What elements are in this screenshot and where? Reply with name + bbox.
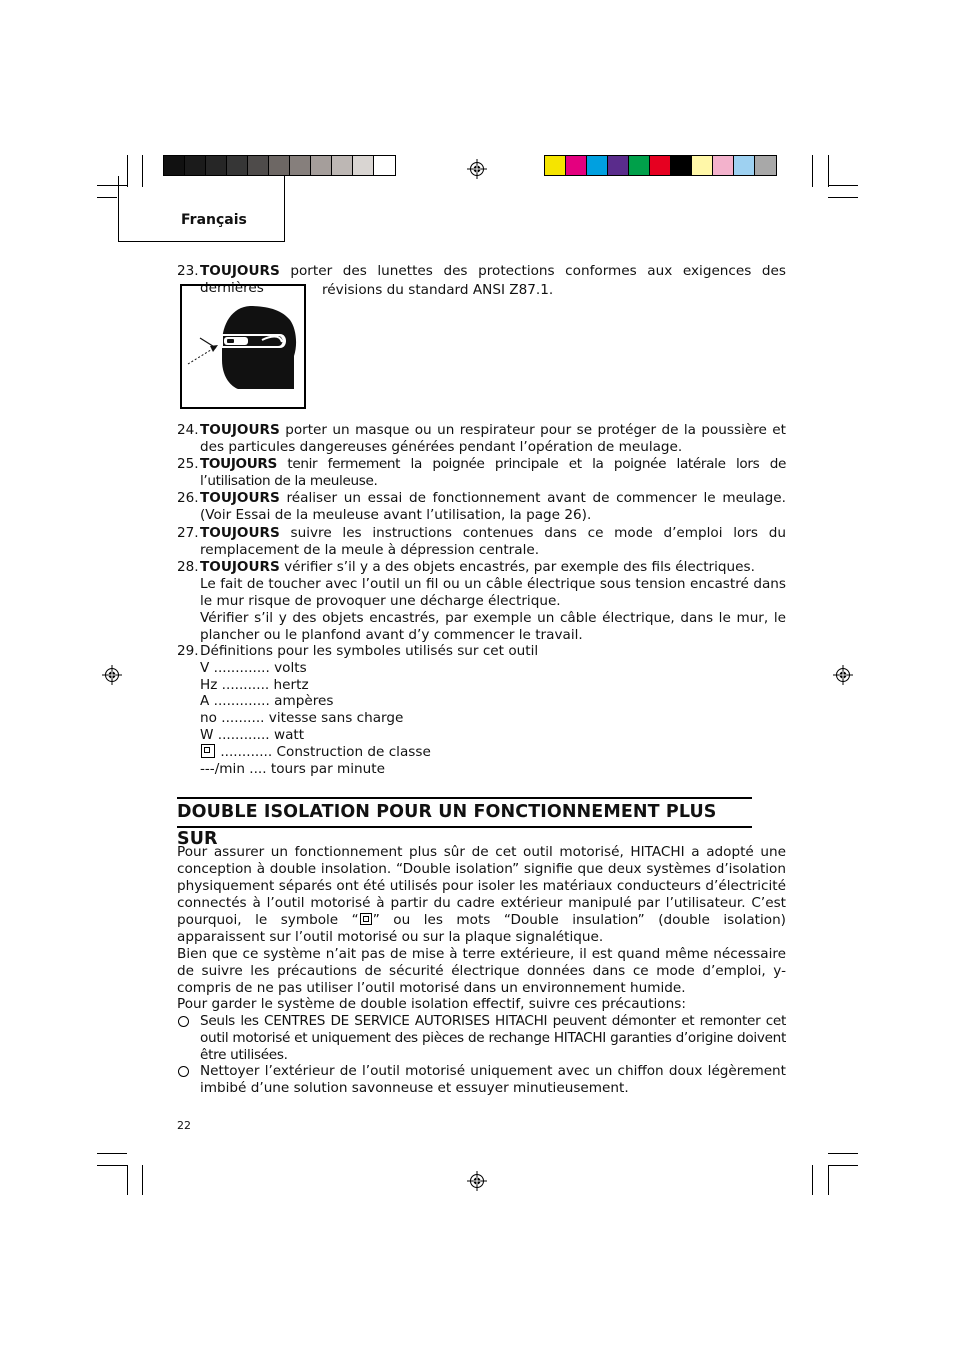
- color-swatch: [227, 156, 248, 175]
- item-28-detail-1: Le fait de toucher avec l’outil un fil ou un câble électrique sous tension encastré dans le mur risque de provoquer une décharge électrique.: [200, 576, 786, 609]
- list-item-28: [177, 559, 786, 644]
- symbol-code: no: [200, 710, 217, 726]
- leader-dots: .............: [209, 660, 270, 676]
- color-swatch: [545, 156, 566, 175]
- section-paragraph-3: Pour garder le système de double isolation effectif, suivre ces précautions:: [177, 996, 686, 1012]
- symbol-meaning: volts: [269, 660, 307, 676]
- leader-dots: ............: [213, 727, 270, 743]
- section-title: DOUBLE ISOLATION POUR UN FONCTIONNEMENT PLUS SUR: [177, 797, 752, 828]
- crop-mark: [97, 1153, 127, 1154]
- item-number: 23.: [177, 263, 199, 279]
- item-lead: TOUJOURS: [200, 490, 280, 506]
- crop-mark: [97, 197, 117, 198]
- color-swatch: [755, 156, 776, 175]
- safety-glasses-illustration: [180, 284, 306, 409]
- color-swatch: [185, 156, 206, 175]
- registration-mark-icon: [102, 665, 122, 685]
- item-lead: TOUJOURS: [200, 263, 280, 279]
- symbol-row-amperes: [200, 693, 333, 710]
- symbol-meaning: ampères: [269, 693, 334, 709]
- item-lead: TOUJOURS: [200, 525, 280, 541]
- color-swatch: [734, 156, 755, 175]
- bullet-item: [177, 1013, 786, 1064]
- color-swatch: [566, 156, 587, 175]
- symbol-meaning: hertz: [269, 677, 309, 693]
- crop-mark: [828, 1165, 829, 1195]
- item-text: tenir fermement la poignée principale et la poignée latérale lors de l’utilisation de la meuleuse.: [200, 456, 786, 489]
- symbol-meaning: vitesse sans charge: [264, 710, 404, 726]
- crop-mark: [828, 185, 858, 186]
- registration-mark-icon: [467, 159, 487, 179]
- symbol-code: ---/min: [200, 761, 245, 777]
- page-number: 22: [177, 1119, 191, 1132]
- symbol-row-hertz: [200, 677, 309, 694]
- symbol-row-watt: [200, 727, 304, 744]
- crop-mark: [828, 1153, 858, 1154]
- paragraph-text: Pour assurer un fonctionnement plus sûr de cet outil motorisé, HITACHI a adopté une conception à double insolation. “Double isolation” signifie que deux systèmes d’isolation physiquement séparés ont été utilisés pour isoler les matériaux conducteurs d’électricité connectés à l’outil motorisé à partir du cadre extérieur manipulé par l’utilisateur. C’est pourquoi, le symbole “: [177, 844, 786, 928]
- crop-mark: [812, 1165, 813, 1195]
- section-paragraph-2: Bien que ce système n’ait pas de mise à terre extérieure, il est quand même nécessaire de suivre les précautions de sécurité électrique données dans ce mode d’emploi, y-compris de ne pas utiliser l’outil motorisé dans un environnement humide.: [177, 946, 786, 996]
- double-insulation-icon: [360, 913, 372, 925]
- color-swatch: [332, 156, 353, 175]
- registration-mark-icon: [467, 1171, 487, 1191]
- color-bar: [544, 155, 777, 176]
- item-text: Définitions pour les symboles utilisés sur cet outil: [200, 643, 539, 659]
- item-text: porter un masque ou un respirateur pour se protéger de la poussière et des particules dangereuses générées pendant l’opération de meulage.: [200, 422, 786, 455]
- item-number: 27.: [177, 525, 199, 541]
- crop-mark: [142, 1165, 143, 1195]
- symbol-meaning: Construction de classe: [272, 744, 431, 760]
- section-paragraph-1: [177, 844, 786, 946]
- bullet-item: [177, 1063, 786, 1097]
- color-swatch: [311, 156, 332, 175]
- leader-dots: ............: [216, 744, 273, 760]
- symbol-row-volts: [200, 660, 307, 677]
- crop-mark: [828, 155, 829, 187]
- color-swatch: [692, 156, 713, 175]
- item-number: 26.: [177, 490, 199, 506]
- item-lead: TOUJOURS: [200, 559, 280, 575]
- leader-dots: ...........: [217, 677, 270, 693]
- item-number: 25.: [177, 456, 199, 472]
- symbol-code: Hz: [200, 677, 218, 693]
- paragraph-text: ” ou les mots “Double insulation” (double isolation) apparaissent sur l’outil motorisé ou sur la plaque signalétique.: [177, 912, 786, 945]
- leader-dots: ..........: [216, 710, 265, 726]
- color-swatch: [248, 156, 269, 175]
- list-item-26: [177, 490, 786, 524]
- symbol-row-class-construction: [200, 744, 431, 761]
- list-item-25: [177, 456, 786, 490]
- item-text: vérifier s’il y a des objets encastrés, par exemple des fils électriques.: [279, 559, 755, 575]
- crop-mark: [812, 155, 813, 187]
- leader-dots: .............: [209, 693, 270, 709]
- symbol-code: W: [200, 727, 214, 743]
- color-swatch: [353, 156, 374, 175]
- color-swatch: [587, 156, 608, 175]
- gray-color-bar: [163, 155, 396, 176]
- symbol-code: V: [200, 660, 210, 676]
- item-lead: TOUJOURS: [200, 456, 277, 472]
- leader-dots: ....: [244, 761, 267, 777]
- list-item-29: [177, 643, 786, 660]
- crop-mark: [828, 1165, 858, 1166]
- item-text: réaliser un essai de fonctionnement avant de commencer le meulage. (Voir Essai de la meuleuse avant l’utilisation, la page 26).: [200, 490, 786, 523]
- crop-mark: [97, 1165, 127, 1166]
- list-item-24: [177, 422, 786, 456]
- color-swatch: [629, 156, 650, 175]
- symbol-meaning: tours par minute: [266, 761, 385, 777]
- item-text: porter des lunettes des protections conformes aux exigences des dernières: [200, 263, 786, 296]
- symbol-meaning: watt: [269, 727, 305, 743]
- language-label: Français: [181, 212, 247, 228]
- item-lead: TOUJOURS: [200, 422, 280, 438]
- list-item-27: [177, 525, 786, 559]
- item-number: 29.: [177, 643, 199, 659]
- item-number: 28.: [177, 559, 199, 575]
- item-text: suivre les instructions contenues dans ce mode d’emploi lors du remplacement de la meule à dépression centrale.: [200, 525, 786, 558]
- registration-mark-icon: [833, 665, 853, 685]
- bullet-text: Nettoyer l’extérieur de l’outil motorisé uniquement avec un chiffon doux légèrement imbibé d’une solution savonneuse et essuyer minutieusement.: [200, 1063, 786, 1096]
- language-tab: [118, 176, 285, 242]
- color-swatch: [374, 156, 395, 175]
- symbol-row-rpm: [200, 761, 385, 778]
- symbol-code: A: [200, 693, 210, 709]
- item-28-detail-2: Vérifier s’il y des objets encastrés, par exemple un câble électrique, dans le mur, le plancher ou le planfond avant d’y commencer le travail.: [200, 610, 786, 643]
- crop-mark: [828, 197, 858, 198]
- color-swatch: [608, 156, 629, 175]
- list-item-23-continuation: révisions du standard ANSI Z87.1.: [322, 282, 554, 298]
- color-swatch: [164, 156, 185, 175]
- double-insulation-icon: [201, 744, 215, 758]
- bullet-circle-icon: [178, 1016, 189, 1027]
- safety-glasses-icon: [182, 286, 304, 407]
- color-swatch: [206, 156, 227, 175]
- color-swatch: [290, 156, 311, 175]
- item-number: 24.: [177, 422, 199, 438]
- crop-mark: [127, 1165, 128, 1195]
- symbol-row-no-load-speed: [200, 710, 403, 727]
- color-swatch: [650, 156, 671, 175]
- bullet-circle-icon: [178, 1066, 189, 1077]
- bullet-text: Seuls les CENTRES DE SERVICE AUTORISES HITACHI peuvent démonter et remonter cet outil motorisé et uniquement des pièces de rechange HITACHI garanties d’origine doivent être utilisées.: [200, 1013, 786, 1063]
- color-swatch: [671, 156, 692, 175]
- color-swatch: [713, 156, 734, 175]
- color-swatch: [269, 156, 290, 175]
